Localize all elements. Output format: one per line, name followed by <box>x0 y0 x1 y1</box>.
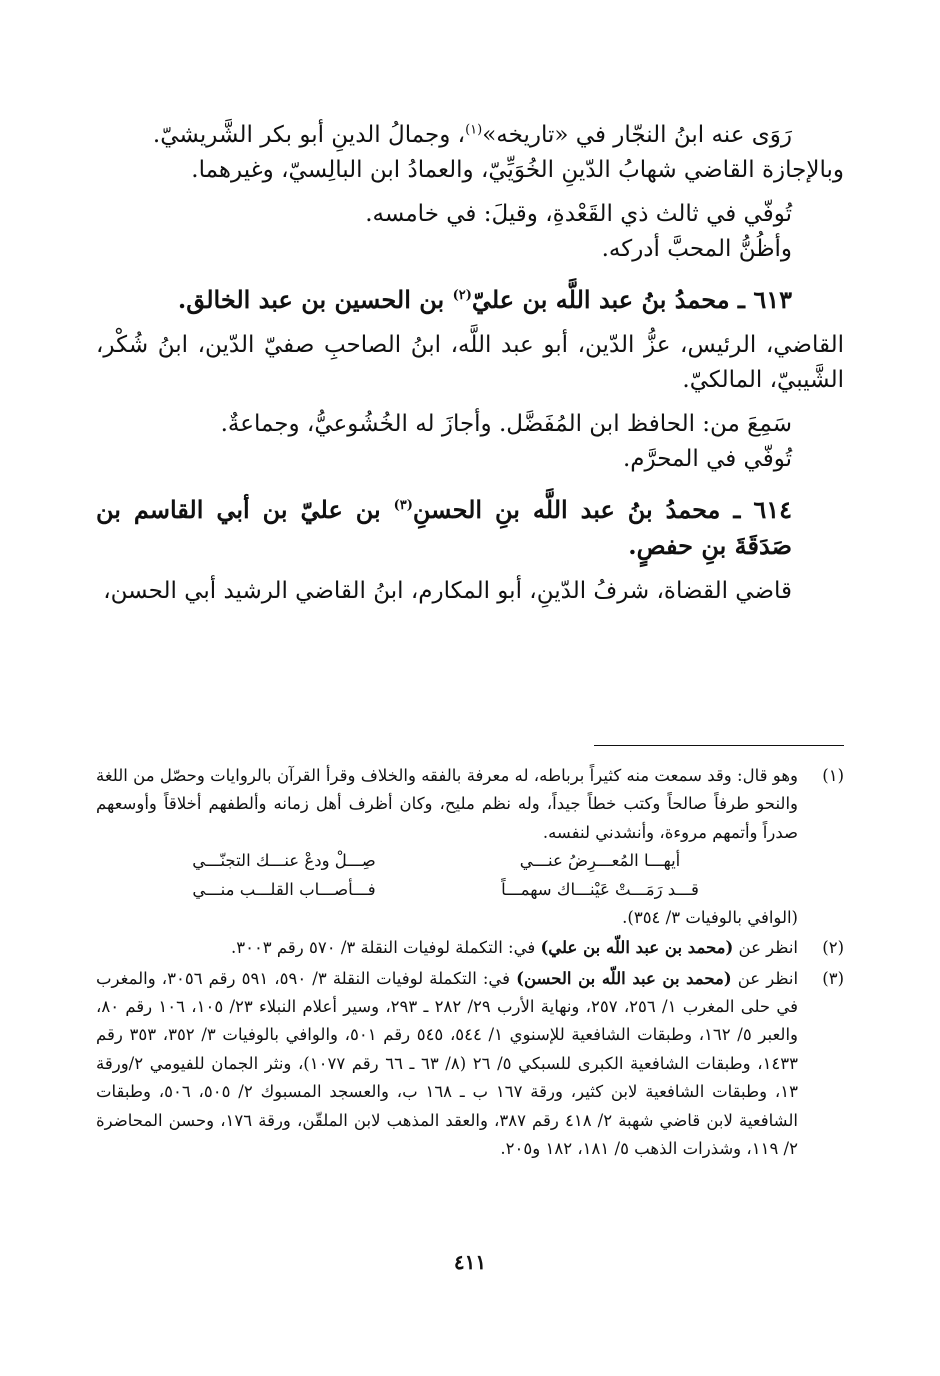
entry-613-titles: القاضي، الرئيس، عزُّ الدّين، أبو عبد اللَّه، ابنُ الصاحبِ صفيّ الدّين، ابنُ شُكْر، الشَّيبيّ، المالكيّ. <box>96 332 844 393</box>
footnote-1 <box>96 762 844 932</box>
hemistich: قـــد رَمَـــتْ عَيْنـــاك سهمـــاً <box>501 879 699 899</box>
footnote-ref-3[interactable]: (٣) <box>393 498 413 513</box>
entry-613-hearing: سَمِعَ من: الحافظ ابن المُفَضَّل. وأجازَ له الخُشُوعيُّ، وجماعةٌ. <box>220 411 792 437</box>
entry-heading-614: ٦١٤ ـ محمدُ بنُ عبد اللَّه بنِ الحسنِ$^{(٣)}$ بن عليّ بن أبي القاسم بن صَدَقَةَ بنِ حفصٍ. <box>96 495 792 560</box>
page-number: ٤١١ <box>453 1250 487 1274</box>
footnote-3: (٣) انظر عن (محمد بن عبد اللّه بن الحسن) في: التكملة لوفيات النقلة ٣/ ٥٩٠، ٥٩١ رقم ٣٠٥٦، والمغرب في حلى المغرب ١/ ٢٥٦، ٢٥٧، ونهاية الأرب ٢٩/ ٢٨٢ ـ ٢٩٣، وسير أعلام النبلاء ٢٣/ ١٠٥، ١٠٦ رقم ٨٠، والعبر ٥/ ١٦٢، وطبقات الشافعية للإسنوي ١/ ٥٤٤، ٥٤٥ رقم ٥٠١، والوافي بالوفيات ٣/ ٣٥٢، ٣٥٣ رقم ١٤٣٣، وطبقات الشافعية الكبرى للسبكي ٥/ ٢٦ (٨/ ٦٣ ـ ٦٦ رقم ١٠٧٧)، ونثر الجمان للفيومي ٢/ورقة ١٣، وطبقات الشافعية لابن كثير، ورقة ١٦٧ ب ـ ١٦٨ ب، والعسجد المسبوك ٢/ ٥٠٥، ٥٠٦، وطبقات الشافعية لابن قاضي شهبة ٢/ ٤١٨ رقم ٣٨٧، والعقد المذهب لابن الملقّن، ورقة ١٧٦، وحسن المحاضرة ٢/ ١١٩، وشذرات الذهب ٥/ ١٨١، ١٨٢ و٢٠٥. <box>96 965 844 1164</box>
paragraph-death-date: تُوفّي في ثالث ذي القَعْدةِ، وقيلَ: في خامسه. <box>365 201 792 227</box>
poem-verse-1 <box>96 847 798 875</box>
paragraph-note: وأظُنُّ المحبَّ أدركه. <box>601 235 792 262</box>
paragraph-narration: رَوَى عنه ابنُ النجّار في «تاريخه»$^{(١)}$، وجمالُ الدينِ أبو بكر الشَّريشيّ. <box>152 122 792 148</box>
footnote-number: (٢) <box>822 938 844 958</box>
footnote-divider <box>594 745 844 746</box>
footnote-ref-2[interactable]: (٢) <box>452 288 472 303</box>
hemistich: فـــأصـــاب القلـــب منـــي <box>192 879 376 899</box>
footnote-subject: (محمد بن عبد اللّه بن الحسن) <box>516 968 732 988</box>
paragraph-ijaza: وبالإجازة القاضي شهابُ الدّينِ الخُوَيِّيّ، والعمادُ ابن البالِسيّ، وغيرهما. <box>191 156 844 183</box>
footnote-subject: (محمد بن عبد اللّه بن علي) <box>540 938 734 958</box>
main-text <box>96 118 844 609</box>
hemistich: صِـــلْ ودعْ عنـــك التجنّـــي <box>192 851 376 871</box>
footnote-text: وهو قال: وقد سمعت منه كثيراً برباطه، له معرفة بالفقه والخلاف وقرأ القرآن بالروايات وحصّل من اللغة والنحو طرفاً صالحاً وكتب خطاً جيداً، وله نظم مليح، وكان أظرف أهل زمانه وألطفهم أخلاقاً وأوسعهم صدراً وأتمهم مروءة، وأنشدني لنفسه. <box>96 766 798 842</box>
footnote-number: (١) <box>822 766 844 785</box>
footnote-ref-1[interactable]: (١) <box>465 122 483 138</box>
entry-heading-613: ٦١٣ ـ محمدُ بنُ عبد اللَّه بن عليّ$^{(٢)}$ بن الحسين بن عبد الخالق. <box>177 285 792 314</box>
poem-verse-2 <box>96 876 798 904</box>
footnote-number: (٣) <box>822 968 844 988</box>
entry-613-death: تُوفّي في المحرَّم. <box>622 445 792 472</box>
hemistich: أيهـــا المُعـــرِضُ عنـــي <box>519 851 681 871</box>
entry-614-titles: قاضي القضاة، شرفُ الدّينِ، أبو المكارم، ابنُ القاضي الرشيد أبي الحسن، <box>103 578 792 604</box>
footnote-source: (الوافي بالوفيات ٣/ ٣٥٤). <box>622 907 798 927</box>
footnotes <box>96 762 844 1165</box>
footnote-2: (٢) انظر عن (محمد بن عبد اللّه بن علي) في: التكملة لوفيات النقلة ٣/ ٥٧٠ رقم ٣٠٠٣. <box>96 934 844 962</box>
